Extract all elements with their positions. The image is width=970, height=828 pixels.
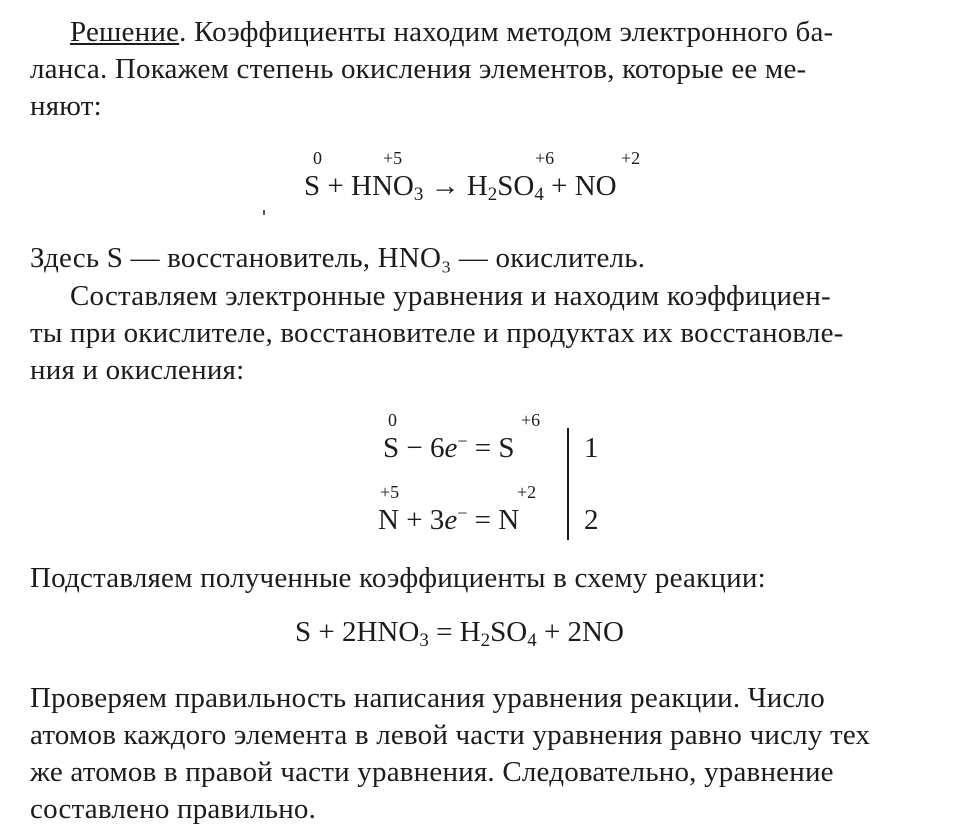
- check-line-1: Проверяем правильность написания уравнения реакции. Число: [30, 682, 825, 714]
- balance-ox-left-2: +5: [380, 482, 400, 502]
- balance-row-2: N + 3e− = N: [378, 503, 520, 536]
- balance-ox-right-2: +2: [517, 482, 537, 502]
- compose-line-1: Составляем электронные уравнения и находим коэффициен-: [70, 280, 831, 312]
- check-line-4: составлено правильно.: [30, 793, 317, 825]
- solution-line-2: ланса. Покажем степень окисления элементов, которые ее ме-: [30, 53, 807, 85]
- balance-coef-1: 1: [584, 432, 599, 464]
- balance-divider: [567, 428, 569, 540]
- balance-ox-right-1: +6: [521, 410, 541, 430]
- plus-sign: +: [551, 170, 568, 202]
- scan-speck: [263, 210, 265, 215]
- balanced-equation: $S + 2HNO_3 = H_2SO_4 + 2NO$: [295, 616, 624, 651]
- compose-line-2: ты при окислителе, восстановителе и продуктах их восстановле-: [30, 317, 844, 349]
- product-h2so4: $H_2SO_4$: [466, 170, 544, 205]
- substitute-line: Подставляем полученные коэффициенты в схему реакции:: [30, 562, 766, 594]
- ox-state-s-product: +6: [535, 148, 555, 168]
- reactant-hno3: $HNO_3$: [351, 170, 424, 205]
- solution-heading-rest: . Коэффициенты находим методом электронного ба-: [179, 16, 834, 48]
- solution-line-3: няют:: [30, 90, 102, 122]
- roles-line: Здесь S — восстановитель, HNO₃ — окислитель.: [30, 242, 646, 274]
- balance-row-1: S − 6e− = S: [383, 431, 515, 464]
- ox-state-n-product: +2: [621, 148, 641, 168]
- ox-state-n: +5: [383, 148, 403, 168]
- balance-coef-2: 2: [584, 504, 599, 536]
- balance-ox-left-1: 0: [388, 410, 397, 430]
- reaction-equation: [304, 170, 617, 203]
- ox-state-s: 0: [313, 148, 322, 168]
- reactant-s: S: [304, 170, 321, 202]
- compose-line-3: ния и окисления:: [30, 354, 245, 386]
- plus-sign: +: [327, 170, 344, 202]
- check-line-2: атомов каждого элемента в левой части уравнения равно числу тех: [30, 719, 871, 751]
- solution-line-1: [70, 14, 950, 50]
- reaction-arrow: →: [430, 170, 460, 202]
- check-line-3: же атомов в правой части уравнения. Следовательно, уравнение: [30, 756, 834, 788]
- solution-heading: Решение: [70, 16, 180, 48]
- product-no: NO: [574, 170, 617, 202]
